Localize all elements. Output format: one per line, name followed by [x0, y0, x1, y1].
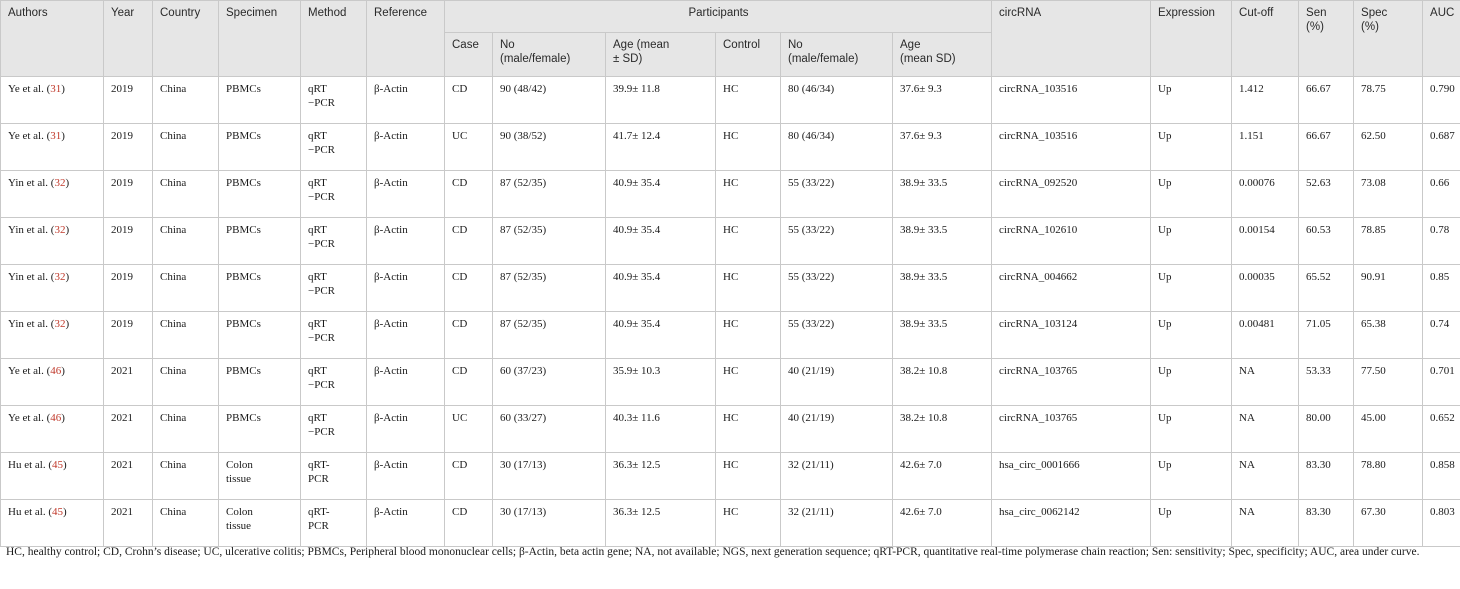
- citation-close-paren: ): [65, 318, 70, 330]
- cell-spec: 62.50: [1354, 124, 1423, 171]
- cell-case: CD: [445, 265, 493, 312]
- table-row: [1, 77, 1460, 124]
- cell-spec: 78.80: [1354, 453, 1423, 500]
- cell-expression: Up: [1151, 453, 1232, 500]
- cell-case-age: 40.9± 35.4: [606, 218, 716, 265]
- cell-case: CD: [445, 77, 493, 124]
- cell-method: qRT −PCR: [301, 359, 367, 406]
- cell-case-age: 35.9± 10.3: [606, 359, 716, 406]
- cell-expression: Up: [1151, 265, 1232, 312]
- cell-country: China: [153, 453, 219, 500]
- citation-close-paren: ): [61, 130, 65, 142]
- cell-auc: 0.74: [1423, 312, 1460, 359]
- cell-control-no: 55 (33/22): [781, 265, 893, 312]
- cell-spec: 65.38: [1354, 312, 1423, 359]
- cell-expression: Up: [1151, 171, 1232, 218]
- citation-link[interactable]: 32: [54, 224, 66, 236]
- cell-control-age: 38.9± 33.5: [893, 312, 992, 359]
- cell-cutoff: 0.00035: [1232, 265, 1299, 312]
- cell-specimen: PBMCs: [219, 124, 301, 171]
- cell-case-no: 60 (37/23): [493, 359, 606, 406]
- header-expression: Expression: [1151, 1, 1232, 77]
- cell-country: China: [153, 312, 219, 359]
- cell-reference: β-Actin: [367, 453, 445, 500]
- cell-control-age: 38.9± 33.5: [893, 171, 992, 218]
- cell-author: [1, 359, 104, 406]
- header-reference: Reference: [367, 1, 445, 77]
- cell-control: HC: [716, 265, 781, 312]
- cell-control-age: 37.6± 9.3: [893, 77, 992, 124]
- cell-reference: β-Actin: [367, 77, 445, 124]
- cell-sen: 71.05: [1299, 312, 1354, 359]
- cell-control-no: 55 (33/22): [781, 171, 893, 218]
- cell-country: China: [153, 171, 219, 218]
- cell-auc: 0.790: [1423, 77, 1460, 124]
- cell-country: China: [153, 124, 219, 171]
- cell-author: [1, 406, 104, 453]
- cell-control: HC: [716, 406, 781, 453]
- cell-sen: 65.52: [1299, 265, 1354, 312]
- header-country: Country: [153, 1, 219, 77]
- cell-method: qRT- PCR: [301, 453, 367, 500]
- cell-cutoff: 1.151: [1232, 124, 1299, 171]
- cell-auc: 0.78: [1423, 218, 1460, 265]
- cell-control: HC: [716, 124, 781, 171]
- author-name: Hu et al. (: [8, 459, 52, 471]
- header-specimen: Specimen: [219, 1, 301, 77]
- cell-specimen: PBMCs: [219, 218, 301, 265]
- author-name: Yin et al. (: [8, 271, 55, 283]
- cell-auc: 0.687: [1423, 124, 1460, 171]
- cell-author: [1, 453, 104, 500]
- cell-spec: 73.08: [1354, 171, 1423, 218]
- citation-close-paren: ): [61, 412, 65, 424]
- cell-circrna: circRNA_103765: [992, 359, 1151, 406]
- cell-expression: Up: [1151, 500, 1232, 547]
- cell-cutoff: NA: [1232, 453, 1299, 500]
- cell-case-no: 87 (52/35): [493, 218, 606, 265]
- cell-reference: β-Actin: [367, 312, 445, 359]
- table-row: [1, 265, 1460, 312]
- cell-method: qRT −PCR: [301, 171, 367, 218]
- cell-auc: 0.85: [1423, 265, 1460, 312]
- cell-control-no: 40 (21/19): [781, 359, 893, 406]
- table-body: [1, 77, 1460, 547]
- cell-control: HC: [716, 359, 781, 406]
- author-name: Ye et al. (: [8, 412, 51, 424]
- cell-circrna: circRNA_103765: [992, 406, 1151, 453]
- citation-link[interactable]: 32: [54, 271, 66, 283]
- cell-reference: β-Actin: [367, 500, 445, 547]
- header-circrna: circRNA: [992, 1, 1151, 77]
- cell-reference: β-Actin: [367, 171, 445, 218]
- table-row: [1, 312, 1460, 359]
- cell-case-no: 30 (17/13): [493, 500, 606, 547]
- header-sen: Sen (%): [1299, 1, 1354, 77]
- cell-auc: 0.701: [1423, 359, 1460, 406]
- table-footnote: HC, healthy control; CD, Crohn’s disease; UC, ulcerative colitis; PBMCs, Peripheral blood mononuclear cells; β-Actin, beta actin gene; NA, not available; NGS, next generation sequence; qRT-PCR, quantitative real-time polymerase chain reaction; Sen: sensitivity; Spec, specificity; AUC, area under curve.: [6, 546, 1420, 558]
- table-row: [1, 359, 1460, 406]
- cell-author: [1, 265, 104, 312]
- cell-sen: 83.30: [1299, 500, 1354, 547]
- cell-control-no: 80 (46/34): [781, 77, 893, 124]
- cell-control: HC: [716, 77, 781, 124]
- cell-reference: β-Actin: [367, 265, 445, 312]
- table-row: [1, 406, 1460, 453]
- cell-case: CD: [445, 359, 493, 406]
- header-participants: Participants: [445, 1, 992, 33]
- table-header: [1, 1, 1460, 77]
- header-control-age: Age (mean SD): [893, 33, 992, 77]
- header-case: Case: [445, 33, 493, 77]
- cell-case-no: 87 (52/35): [493, 265, 606, 312]
- cell-year: 2019: [104, 124, 153, 171]
- cell-sen: 83.30: [1299, 453, 1354, 500]
- cell-author: [1, 312, 104, 359]
- cell-case: CD: [445, 171, 493, 218]
- citation-close-paren: ): [65, 271, 70, 283]
- header-auc: AUC: [1423, 1, 1460, 77]
- author-name: Hu et al. (: [8, 506, 52, 518]
- cell-circrna: circRNA_102610: [992, 218, 1151, 265]
- cell-year: 2019: [104, 312, 153, 359]
- cell-spec: 90.91: [1354, 265, 1423, 312]
- header-case-no: No (male/female): [493, 33, 606, 77]
- cell-specimen: Colon tissue: [219, 453, 301, 500]
- header-method: Method: [301, 1, 367, 77]
- cell-reference: β-Actin: [367, 218, 445, 265]
- cell-control-no: 40 (21/19): [781, 406, 893, 453]
- cell-specimen: PBMCs: [219, 359, 301, 406]
- cell-method: qRT −PCR: [301, 406, 367, 453]
- cell-year: 2019: [104, 171, 153, 218]
- cell-circrna: hsa_circ_0001666: [992, 453, 1151, 500]
- citation-close-paren: ): [62, 506, 67, 518]
- cell-expression: Up: [1151, 406, 1232, 453]
- cell-control-age: 42.6± 7.0: [893, 453, 992, 500]
- cell-auc: 0.652: [1423, 406, 1460, 453]
- citation-link[interactable]: 45: [51, 506, 63, 518]
- cell-control-age: 38.2± 10.8: [893, 406, 992, 453]
- header-cutoff: Cut-off: [1232, 1, 1299, 77]
- cell-circrna: circRNA_004662: [992, 265, 1151, 312]
- cell-specimen: PBMCs: [219, 312, 301, 359]
- cell-cutoff: NA: [1232, 406, 1299, 453]
- cell-year: 2019: [104, 218, 153, 265]
- cell-control-age: 38.9± 33.5: [893, 218, 992, 265]
- citation-close-paren: ): [61, 83, 65, 95]
- cell-reference: β-Actin: [367, 124, 445, 171]
- cell-case-age: 36.3± 12.5: [606, 500, 716, 547]
- header-spec: Spec (%): [1354, 1, 1423, 77]
- cell-control-no: 55 (33/22): [781, 312, 893, 359]
- cell-method: qRT −PCR: [301, 312, 367, 359]
- cell-circrna: circRNA_103516: [992, 77, 1151, 124]
- cell-auc: 0.803: [1423, 500, 1460, 547]
- citation-link[interactable]: 31: [50, 83, 62, 95]
- cell-auc: 0.858: [1423, 453, 1460, 500]
- cell-control-age: 38.9± 33.5: [893, 265, 992, 312]
- table-row: [1, 453, 1460, 500]
- cell-control-age: 37.6± 9.3: [893, 124, 992, 171]
- cell-control: HC: [716, 218, 781, 265]
- cell-expression: Up: [1151, 218, 1232, 265]
- cell-expression: Up: [1151, 359, 1232, 406]
- author-name: Yin et al. (: [8, 224, 55, 236]
- cell-case: UC: [445, 124, 493, 171]
- cell-expression: Up: [1151, 77, 1232, 124]
- author-name: Ye et al. (: [8, 130, 51, 142]
- cell-country: China: [153, 218, 219, 265]
- cell-method: qRT −PCR: [301, 218, 367, 265]
- cell-auc: 0.66: [1423, 171, 1460, 218]
- cell-method: qRT −PCR: [301, 77, 367, 124]
- header-year: Year: [104, 1, 153, 77]
- cell-year: 2021: [104, 359, 153, 406]
- cell-sen: 80.00: [1299, 406, 1354, 453]
- cell-sen: 66.67: [1299, 77, 1354, 124]
- cell-author: [1, 77, 104, 124]
- cell-spec: 78.85: [1354, 218, 1423, 265]
- cell-cutoff: NA: [1232, 500, 1299, 547]
- author-name: Ye et al. (: [8, 83, 51, 95]
- author-name: Yin et al. (: [8, 318, 55, 330]
- cell-spec: 77.50: [1354, 359, 1423, 406]
- author-name: Ye et al. (: [8, 365, 51, 377]
- cell-circrna: circRNA_103516: [992, 124, 1151, 171]
- cell-sen: 52.63: [1299, 171, 1354, 218]
- cell-specimen: Colon tissue: [219, 500, 301, 547]
- cell-case: CD: [445, 312, 493, 359]
- cell-cutoff: 0.00154: [1232, 218, 1299, 265]
- cell-case: UC: [445, 406, 493, 453]
- cell-control-age: 38.2± 10.8: [893, 359, 992, 406]
- cell-country: China: [153, 359, 219, 406]
- cell-method: qRT −PCR: [301, 265, 367, 312]
- citation-link[interactable]: 31: [50, 130, 62, 142]
- cell-sen: 53.33: [1299, 359, 1354, 406]
- cell-method: qRT- PCR: [301, 500, 367, 547]
- cell-control-no: 55 (33/22): [781, 218, 893, 265]
- cell-year: 2021: [104, 406, 153, 453]
- cell-country: China: [153, 77, 219, 124]
- cell-spec: 78.75: [1354, 77, 1423, 124]
- cell-specimen: PBMCs: [219, 171, 301, 218]
- cell-control: HC: [716, 312, 781, 359]
- cell-case-no: 87 (52/35): [493, 312, 606, 359]
- cell-case-age: 36.3± 12.5: [606, 453, 716, 500]
- cell-reference: β-Actin: [367, 406, 445, 453]
- cell-control: HC: [716, 453, 781, 500]
- cell-year: 2019: [104, 77, 153, 124]
- cell-control-no: 32 (21/11): [781, 500, 893, 547]
- cell-specimen: PBMCs: [219, 406, 301, 453]
- citation-link[interactable]: 46: [50, 365, 62, 377]
- cell-control: HC: [716, 171, 781, 218]
- cell-cutoff: 0.00481: [1232, 312, 1299, 359]
- table-row: [1, 171, 1460, 218]
- cell-case-age: 40.9± 35.4: [606, 171, 716, 218]
- cell-case-age: 39.9± 11.8: [606, 77, 716, 124]
- cell-year: 2019: [104, 265, 153, 312]
- cell-spec: 67.30: [1354, 500, 1423, 547]
- cell-country: China: [153, 265, 219, 312]
- table-row: [1, 500, 1460, 547]
- cell-case-no: 60 (33/27): [493, 406, 606, 453]
- cell-control-age: 42.6± 7.0: [893, 500, 992, 547]
- cell-author: [1, 218, 104, 265]
- cell-case-no: 30 (17/13): [493, 453, 606, 500]
- cell-author: [1, 500, 104, 547]
- cell-year: 2021: [104, 500, 153, 547]
- cell-expression: Up: [1151, 312, 1232, 359]
- header-authors: Authors: [1, 1, 104, 77]
- cell-case-age: 40.9± 35.4: [606, 312, 716, 359]
- cell-case: CD: [445, 453, 493, 500]
- cell-control-no: 32 (21/11): [781, 453, 893, 500]
- cell-spec: 45.00: [1354, 406, 1423, 453]
- cell-case-age: 41.7± 12.4: [606, 124, 716, 171]
- header-case-age: Age (mean ± SD): [606, 33, 716, 77]
- cell-expression: Up: [1151, 124, 1232, 171]
- citation-close-paren: ): [65, 177, 70, 189]
- cell-author: [1, 124, 104, 171]
- cell-cutoff: 1.412: [1232, 77, 1299, 124]
- table-row: [1, 124, 1460, 171]
- cell-case-no: 90 (38/52): [493, 124, 606, 171]
- cell-case-age: 40.3± 11.6: [606, 406, 716, 453]
- citation-link[interactable]: 45: [51, 459, 63, 471]
- cell-cutoff: NA: [1232, 359, 1299, 406]
- cell-case-no: 87 (52/35): [493, 171, 606, 218]
- cell-method: qRT −PCR: [301, 124, 367, 171]
- cell-specimen: PBMCs: [219, 265, 301, 312]
- cell-case: CD: [445, 500, 493, 547]
- cell-sen: 66.67: [1299, 124, 1354, 171]
- author-name: Yin et al. (: [8, 177, 55, 189]
- cell-year: 2021: [104, 453, 153, 500]
- cell-case: CD: [445, 218, 493, 265]
- citation-close-paren: ): [61, 365, 65, 377]
- cell-case-no: 90 (48/42): [493, 77, 606, 124]
- cell-circrna: hsa_circ_0062142: [992, 500, 1151, 547]
- cell-cutoff: 0.00076: [1232, 171, 1299, 218]
- table-row: [1, 218, 1460, 265]
- cell-country: China: [153, 406, 219, 453]
- cell-circrna: circRNA_103124: [992, 312, 1151, 359]
- cell-specimen: PBMCs: [219, 77, 301, 124]
- cell-circrna: circRNA_092520: [992, 171, 1151, 218]
- citation-close-paren: ): [65, 224, 70, 236]
- citation-link[interactable]: 32: [54, 318, 66, 330]
- cell-control: HC: [716, 500, 781, 547]
- cell-case-age: 40.9± 35.4: [606, 265, 716, 312]
- cell-control-no: 80 (46/34): [781, 124, 893, 171]
- cell-country: China: [153, 500, 219, 547]
- cell-reference: β-Actin: [367, 359, 445, 406]
- citation-close-paren: ): [62, 459, 67, 471]
- cell-sen: 60.53: [1299, 218, 1354, 265]
- header-control: Control: [716, 33, 781, 77]
- header-control-no: No (male/female): [781, 33, 893, 77]
- citation-link[interactable]: 32: [54, 177, 66, 189]
- cell-author: [1, 171, 104, 218]
- citation-link[interactable]: 46: [50, 412, 62, 424]
